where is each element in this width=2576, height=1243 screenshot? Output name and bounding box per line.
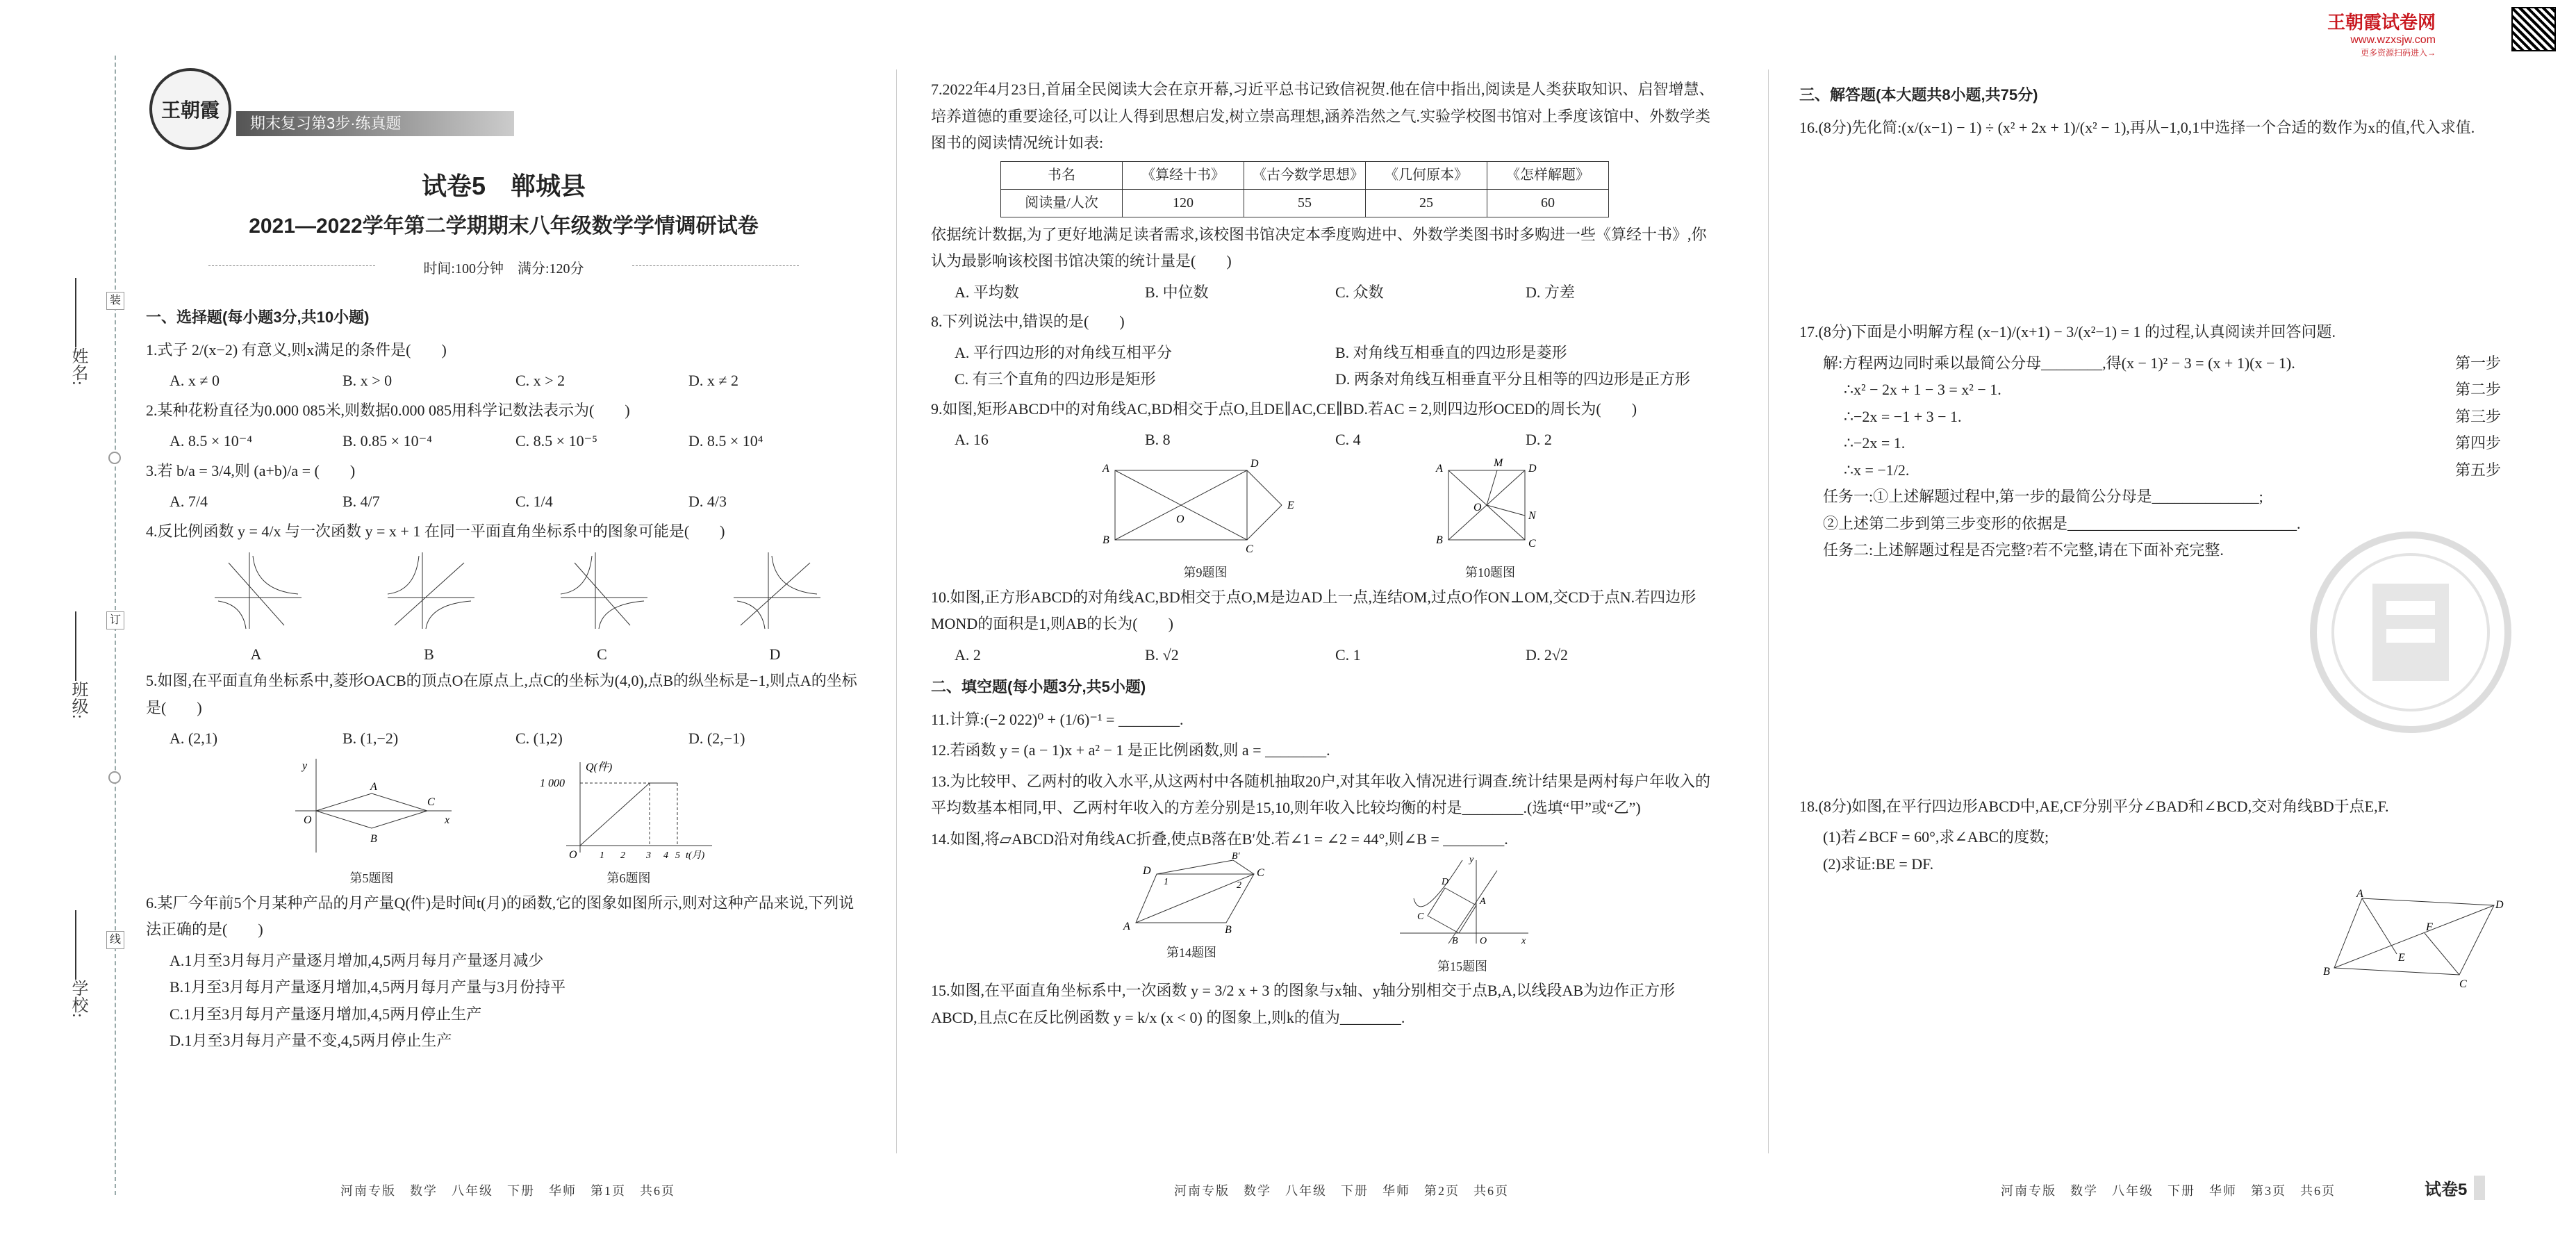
svg-text:E: E bbox=[1287, 499, 1294, 511]
option[interactable]: B. 4/7 bbox=[342, 493, 380, 510]
binding-mark: 线 bbox=[106, 931, 124, 949]
page-footer: 河南专版 数学 八年级 下册 华师 第2页 共6页 bbox=[1174, 1184, 1509, 1198]
svg-text:O: O bbox=[304, 814, 312, 826]
column-2 bbox=[931, 76, 1716, 1035]
table-row bbox=[1001, 189, 1609, 217]
option[interactable]: D. 两条对角线互相垂直平分且相等的四边形是正方形 bbox=[1335, 370, 1690, 388]
step-text: ∴x² − 2x + 1 − 3 = x² − 1. bbox=[1844, 381, 2001, 398]
section-title: 一、选择题(每小题3分,共10小题) bbox=[146, 308, 370, 326]
time-info: 时间:100分钟 满分:120分 bbox=[423, 261, 584, 277]
question-5: 5.如图,在平面直角坐标系中,菱形OACB的顶点O在原点上,点C的坐标为(4,0),点B的纵坐标是−1,则点A的坐标是( ) bbox=[146, 672, 857, 716]
graph-label: B bbox=[424, 645, 434, 663]
svg-text:O: O bbox=[1176, 513, 1184, 525]
option[interactable]: C.1月至3月每月产量逐月增加,4,5两月停止生产 bbox=[170, 1005, 482, 1023]
table-header: 《古今数学思想》 bbox=[1244, 161, 1366, 189]
option[interactable]: D. 2 bbox=[1526, 431, 1552, 448]
divider bbox=[632, 265, 799, 266]
svg-text:O: O bbox=[569, 848, 577, 861]
table-header: 《怎样解题》 bbox=[1487, 161, 1609, 189]
question-7: 7.2022年4月23日,首届全民阅读大会在京开幕,习近平总书记致信祝贺.他在信中指出,阅读是人类获取知识、启智增慧、培养道德的重要途径,可以让人得到思想启发,树立崇高理想,涵养浩然之气.实验学校图书馆对上季度该馆中、外数学类图书的阅读情况统计如表: bbox=[931, 81, 1715, 151]
figure-6 bbox=[538, 755, 719, 890]
table-cell: 60 bbox=[1487, 189, 1609, 217]
column-1 bbox=[146, 299, 861, 1055]
svg-text:B: B bbox=[1103, 534, 1109, 546]
option[interactable]: C. 4 bbox=[1335, 431, 1361, 448]
brand-logo: 王朝霞 bbox=[149, 68, 231, 150]
page-subtitle: 2021—2022学年第二学期期末八年级数学学情调研试卷 bbox=[249, 215, 759, 238]
paper-tag: 试卷5 bbox=[2425, 1176, 2485, 1200]
column-divider bbox=[896, 69, 897, 1153]
rhombus-figure-icon bbox=[288, 755, 455, 859]
fold-figure-icon bbox=[1115, 851, 1268, 936]
graph-label: D bbox=[769, 645, 781, 663]
q9-q10-figures bbox=[931, 456, 1716, 584]
question-13: 13.为比较甲、乙两村的收入水平,从这两村中各随机抽取20户,对其年收入情况进行调查.统计结果是两村每户年收入的平均数基本相同,甲、乙两村年收入的方差分别是15,10,则年收入比较均衡的村是________.(选填“甲”或“乙”) bbox=[931, 772, 1711, 816]
option[interactable]: D. 8.5 × 10⁴ bbox=[688, 432, 763, 450]
svg-text:B: B bbox=[1225, 924, 1232, 936]
question-17: 17.(8分)下面是小明解方程 (x−1)/(x+1) − 3/(x²−1) = 1 的过程,认真阅读并回答问题. bbox=[1799, 323, 2336, 340]
option[interactable]: A. 2 bbox=[955, 645, 981, 664]
parallelogram-figure-icon bbox=[2320, 888, 2504, 990]
divider bbox=[208, 265, 375, 266]
option[interactable]: C. x > 2 bbox=[515, 372, 565, 389]
page-footer: 河南专版 数学 八年级 下册 华师 第3页 共6页 bbox=[2001, 1184, 2336, 1198]
solution-step bbox=[1823, 457, 2501, 484]
options-7 bbox=[955, 279, 1716, 306]
svg-text:C: C bbox=[1417, 912, 1424, 922]
option[interactable]: B. (1,−2) bbox=[342, 730, 399, 747]
answer-space[interactable] bbox=[1799, 145, 2501, 319]
task-1a: 任务一:①上述解题过程中,第一步的最简公分母是______________; bbox=[1823, 488, 2263, 505]
graph-b-icon bbox=[381, 549, 478, 632]
figure-caption: 第5题图 bbox=[349, 871, 394, 885]
q4-graph-d[interactable] bbox=[688, 549, 861, 668]
question-8: 8.下列说法中,错误的是( ) bbox=[931, 313, 1125, 330]
option[interactable]: B. 中位数 bbox=[1145, 283, 1209, 301]
task-2: 任务二:上述解题过程是否完整?若不完整,请在下面补充完整. bbox=[1823, 541, 2224, 559]
reading-table bbox=[1000, 161, 1609, 217]
table-header: 《算经十书》 bbox=[1123, 161, 1244, 189]
corner-logo-title: 王朝霞试卷网 bbox=[2327, 12, 2436, 33]
option[interactable]: B. √2 bbox=[1145, 645, 1179, 664]
svg-text:x: x bbox=[445, 814, 450, 826]
question-1: 1.式子 2/(x−2) 有意义,则x满足的条件是( ) bbox=[146, 340, 447, 359]
figure-14 bbox=[1115, 851, 1268, 978]
figure-5 bbox=[288, 755, 455, 890]
svg-text:D: D bbox=[1143, 865, 1151, 877]
column-divider bbox=[1768, 69, 1769, 1153]
svg-text:D: D bbox=[2495, 899, 2504, 911]
option[interactable]: B.1月至3月每月产量逐月增加,4,5两月每月产量与3月份持平 bbox=[170, 978, 566, 996]
svg-text:B: B bbox=[1436, 534, 1443, 546]
figure-9 bbox=[1094, 456, 1316, 584]
corner-note: 更多资源扫码进入→ bbox=[2361, 48, 2436, 58]
options-10 bbox=[955, 642, 1716, 669]
solution-step bbox=[1823, 404, 2501, 431]
svg-text:O: O bbox=[1473, 501, 1482, 513]
square-figure-icon bbox=[1428, 456, 1553, 554]
option[interactable]: A. (2,1) bbox=[170, 730, 218, 747]
table-row bbox=[1001, 161, 1609, 189]
option[interactable]: A. 7/4 bbox=[170, 493, 208, 510]
option[interactable]: C. 众数 bbox=[1335, 283, 1384, 301]
question-4: 4.反比例函数 y = 4/x 与一次函数 y = x + 1 在同一平面直角坐标系中的图象可能是( ) bbox=[146, 522, 725, 540]
option[interactable]: B. 8 bbox=[1145, 431, 1171, 448]
q4-graphs bbox=[170, 549, 861, 668]
task-1b: ②上述第二步到第三步变形的依据是______________________________. bbox=[1823, 514, 2301, 532]
page-title: 试卷5 郸城县 bbox=[421, 172, 586, 200]
step-label: 第二步 bbox=[2454, 381, 2501, 398]
svg-text:C: C bbox=[1246, 543, 1253, 555]
step-text: 解:方程两边同时乘以最简公分母________,得(x − 1)² − 3 = (x + 1)(x − 1). bbox=[1823, 354, 2295, 372]
option[interactable]: D. 方差 bbox=[1526, 283, 1575, 301]
binding-hole bbox=[108, 771, 121, 784]
rectangle-figure-icon bbox=[1094, 456, 1316, 554]
step-text: ∴−2x = −1 + 3 − 1. bbox=[1844, 407, 1962, 425]
option[interactable]: C. 8.5 × 10⁻⁵ bbox=[515, 432, 597, 450]
svg-text:D: D bbox=[1442, 877, 1449, 887]
step-text: ∴x = −1/2. bbox=[1844, 461, 1910, 479]
svg-text:B′: B′ bbox=[1232, 851, 1240, 862]
options-8 bbox=[955, 340, 1716, 393]
svg-text:x: x bbox=[1521, 936, 1526, 946]
question-15: 15.如图,在平面直角坐标系中,一次函数 y = 3/2 x + 3 的图象与x轴、y轴分别相交于点B,A,以线段AB为边作正方形ABCD,且点C在反比例函数 y = k/x (x < 0) 的图象上,则k的值为________. bbox=[931, 982, 1676, 1026]
svg-text:2: 2 bbox=[1237, 880, 1241, 891]
question-18: 18.(8分)如图,在平行四边形ABCD中,AE,CF分别平分∠BAD和∠BCD,交对角线BD于点E,F. bbox=[1799, 797, 2389, 815]
school-blank[interactable] bbox=[75, 910, 76, 980]
option[interactable]: A. x ≠ 0 bbox=[170, 372, 220, 389]
options-1 bbox=[170, 368, 861, 395]
svg-text:A: A bbox=[1436, 462, 1443, 475]
options-9 bbox=[955, 427, 1716, 454]
production-graph-icon bbox=[538, 755, 719, 859]
section-title: 二、填空题(每小题3分,共5小题) bbox=[931, 678, 1146, 695]
option[interactable]: D. 4/3 bbox=[688, 493, 727, 510]
svg-text:D: D bbox=[1528, 462, 1537, 475]
question-2: 2.某种花粉直径为0.000 085米,则数据0.000 085用科学记数法表示为( ) bbox=[146, 401, 630, 419]
figure-caption: 第9题图 bbox=[1183, 566, 1228, 579]
axis-label: t(月) bbox=[686, 850, 705, 861]
option[interactable]: C. (1,2) bbox=[515, 730, 563, 747]
binding-mark: 装 bbox=[106, 292, 124, 310]
svg-text:A: A bbox=[1103, 462, 1109, 475]
svg-text:C: C bbox=[427, 796, 435, 808]
svg-text:E: E bbox=[2398, 952, 2405, 964]
solution-step bbox=[1823, 377, 2501, 404]
step-label: 第一步 bbox=[2454, 354, 2501, 372]
binding-mark: 订 bbox=[106, 611, 124, 629]
graph-label: A bbox=[250, 645, 262, 663]
q4-graph-a[interactable] bbox=[170, 549, 342, 668]
question-11: 11.计算:(−2 022)⁰ + (1/6)⁻¹ = ________. bbox=[931, 710, 1184, 728]
figure-15 bbox=[1393, 857, 1532, 978]
answer-space[interactable] bbox=[1799, 564, 2501, 793]
options-3 bbox=[170, 488, 861, 516]
name-blank[interactable] bbox=[75, 278, 76, 347]
figure-caption: 第15题图 bbox=[1437, 959, 1487, 973]
column-3 bbox=[1799, 76, 2504, 998]
review-banner: 期末复习第3步·练真题 bbox=[236, 111, 514, 136]
tick-label: 4 bbox=[663, 850, 668, 861]
table-cell: 120 bbox=[1123, 189, 1244, 217]
option[interactable]: C. 1/4 bbox=[515, 493, 553, 510]
svg-text:A: A bbox=[1123, 921, 1130, 932]
option[interactable]: D. x ≠ 2 bbox=[688, 372, 738, 389]
axis-value: 1 000 bbox=[540, 777, 565, 789]
tick-label: 3 bbox=[646, 850, 651, 861]
corner-url: www.wzxsjw.com bbox=[2350, 34, 2436, 46]
class-blank[interactable] bbox=[75, 611, 76, 681]
svg-text:y: y bbox=[302, 759, 308, 772]
q4-graph-c[interactable] bbox=[515, 549, 688, 668]
svg-text:D: D bbox=[1250, 457, 1259, 470]
step-label: 第三步 bbox=[2454, 407, 2501, 425]
figure-caption: 第14题图 bbox=[1166, 945, 1216, 960]
options-5 bbox=[170, 725, 861, 752]
question-18-part-1: (1)若∠BCF = 60°,求∠ABC的度数; bbox=[1823, 828, 2049, 846]
svg-text:y: y bbox=[1469, 855, 1474, 865]
figure-18 bbox=[1799, 888, 2504, 998]
q14-q15-figures bbox=[931, 851, 1716, 978]
options-2 bbox=[170, 428, 861, 455]
school-label: 学校: bbox=[69, 980, 87, 1018]
svg-text:M: M bbox=[1494, 456, 1503, 469]
svg-text:1: 1 bbox=[1164, 877, 1169, 887]
option[interactable]: C. 有三个直角的四边形是矩形 bbox=[955, 370, 1156, 388]
table-cell: 阅读量/人次 bbox=[1001, 189, 1123, 217]
svg-text:C: C bbox=[1257, 867, 1264, 879]
qr-code-icon[interactable] bbox=[2511, 7, 2556, 51]
table-header: 书名 bbox=[1001, 161, 1123, 189]
option[interactable]: D.1月至3月每月产量不变,4,5两月停止生产 bbox=[170, 1032, 452, 1049]
question-9: 9.如图,矩形ABCD中的对角线AC,BD相交于点O,且DE∥AC,CE∥BD.若AC = 2,则四边形OCED的周长为( ) bbox=[931, 400, 1637, 418]
name-label: 姓名: bbox=[69, 347, 87, 386]
step-label: 第五步 bbox=[2454, 461, 2501, 479]
q4-graph-b[interactable] bbox=[342, 549, 515, 668]
figure-10 bbox=[1428, 456, 1553, 584]
solution-step bbox=[1823, 430, 2501, 457]
svg-text:N: N bbox=[1528, 509, 1536, 522]
option[interactable]: B. 对角线互相垂直的四边形是菱形 bbox=[1335, 343, 1567, 361]
question-3: 3.若 b/a = 3/4,则 (a+b)/a = ( ) bbox=[146, 461, 356, 479]
graph-d-icon bbox=[727, 549, 824, 632]
option[interactable]: A. 16 bbox=[955, 431, 989, 448]
question-12: 12.若函数 y = (a − 1)x + a² − 1 是正比例函数,则 a = ________. bbox=[931, 741, 1330, 759]
coordinate-square-icon bbox=[1393, 857, 1532, 947]
q5-q6-figures bbox=[146, 755, 861, 890]
svg-text:A: A bbox=[370, 780, 377, 793]
binding-hole bbox=[108, 452, 121, 464]
option[interactable]: A. 8.5 × 10⁻⁴ bbox=[170, 432, 253, 450]
graph-label: C bbox=[597, 645, 607, 663]
tick-label: 2 bbox=[620, 850, 625, 861]
axis-label: Q(件) bbox=[586, 761, 613, 773]
svg-text:B: B bbox=[370, 832, 377, 845]
graph-a-icon bbox=[208, 549, 305, 632]
table-cell: 25 bbox=[1366, 189, 1487, 217]
graph-c-icon bbox=[554, 549, 651, 632]
svg-text:B: B bbox=[2323, 966, 2330, 978]
tick-label: 5 bbox=[675, 850, 680, 861]
question-10: 10.如图,正方形ABCD的对角线AC,BD相交于点O,M是边AD上一点,连结OM,过点O作ON⊥OM,交CD于点N.若四边形MOND的面积是1,则AB的长为( ) bbox=[931, 588, 1696, 632]
option[interactable]: D. (2,−1) bbox=[688, 730, 745, 747]
section-title: 三、解答题(本大题共8小题,共75分) bbox=[1799, 86, 2038, 104]
figure-caption: 第10题图 bbox=[1465, 566, 1515, 579]
option[interactable]: B. x > 0 bbox=[342, 372, 393, 389]
figure-caption: 第6题图 bbox=[606, 871, 651, 885]
option[interactable]: A.1月至3月每月产量逐月增加,4,5两月每月产量逐月减少 bbox=[170, 951, 544, 969]
step-label: 第四步 bbox=[2454, 434, 2501, 452]
question-6: 6.某厂今年前5个月某种产品的月产量Q(件)是时间t(月)的函数,它的图象如图所示,则对这种产品来说,下列说法正确的是( ) bbox=[146, 894, 854, 938]
corner-logo bbox=[2327, 8, 2436, 58]
svg-text:C: C bbox=[2459, 978, 2467, 990]
question-16: 16.(8分)先化简:(x/(x−1) − 1) ÷ (x² + 2x + 1)/(x² − 1),再从−1,0,1中选择一个合适的数作为x的值,代入求值. bbox=[1799, 118, 2475, 136]
table-cell: 55 bbox=[1244, 189, 1366, 217]
solution-step bbox=[1823, 350, 2501, 377]
svg-text:B: B bbox=[1452, 936, 1458, 946]
option[interactable]: B. 0.85 × 10⁻⁴ bbox=[342, 432, 432, 450]
step-text: ∴−2x = 1. bbox=[1844, 434, 1906, 452]
class-label: 班级: bbox=[69, 681, 87, 719]
option[interactable]: A. 平行四边形的对角线互相平分 bbox=[955, 343, 1172, 361]
svg-text:A: A bbox=[2356, 888, 2363, 900]
question-18-part-2: (2)求证:BE = DF. bbox=[1823, 855, 1934, 873]
option[interactable]: D. 2√2 bbox=[1526, 645, 1568, 664]
svg-text:A: A bbox=[1480, 896, 1486, 907]
svg-text:C: C bbox=[1528, 537, 1536, 550]
svg-text:O: O bbox=[1480, 936, 1487, 946]
table-header: 《几何原本》 bbox=[1366, 161, 1487, 189]
question-14: 14.如图,将▱ABCD沿对角线AC折叠,使点B落在B′处.若∠1 = ∠2 = 44°,则∠B = ________. bbox=[931, 830, 1508, 848]
question-7-text: 依据统计数据,为了更好地满足读者需求,该校图书馆决定本季度购进中、外数学类图书时多购进一些《算经十书》,你认为最影响该校图书馆决策的统计量是( ) bbox=[931, 225, 1707, 270]
tick-label: 1 bbox=[600, 850, 604, 861]
svg-text:F: F bbox=[2426, 921, 2433, 933]
page-footer: 河南专版 数学 八年级 下册 华师 第1页 共6页 bbox=[340, 1184, 675, 1198]
option[interactable]: C. 1 bbox=[1335, 645, 1361, 664]
option[interactable]: A. 平均数 bbox=[955, 283, 1019, 301]
